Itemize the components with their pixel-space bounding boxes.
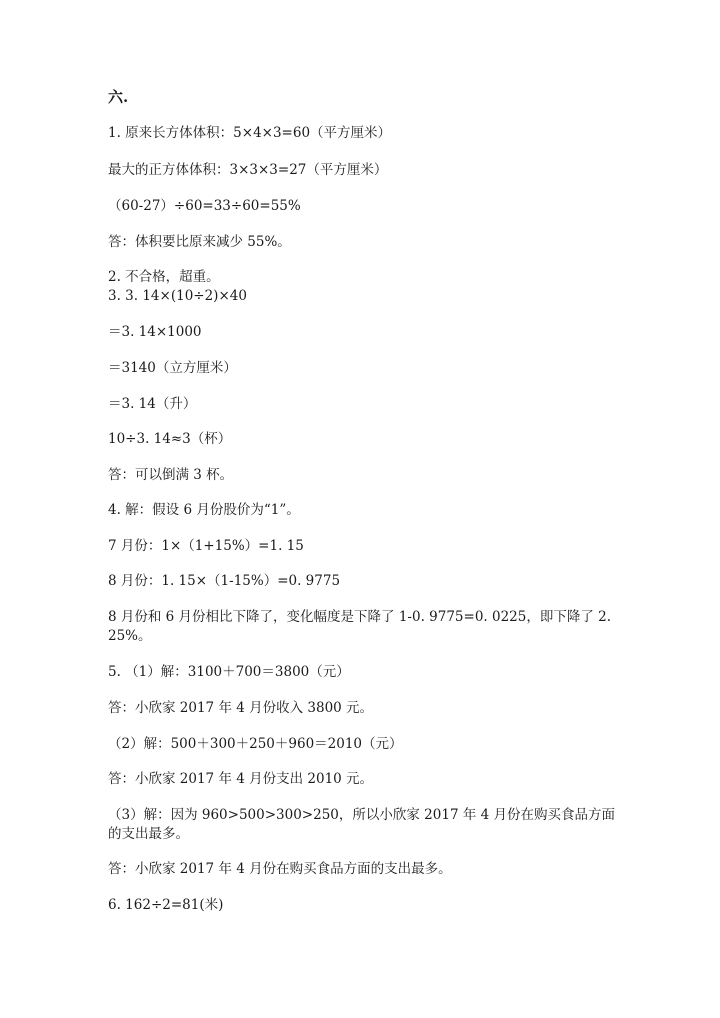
answer-line: 1. 原来长方体体积：5×4×3=60（平方厘米） — [108, 125, 392, 141]
answer-line: 10÷3. 14≈3（杯） — [108, 431, 232, 447]
answer-line: ＝3140（立方厘米） — [108, 360, 237, 376]
answer-line: （60-27）÷60=33÷60=55% — [108, 198, 301, 214]
answer-line: 8 月份：1. 15×（1-15%）=0. 9775 — [108, 573, 341, 589]
answer-line: 答：小欣家 2017 年 4 月份支出 2010 元。 — [108, 771, 374, 787]
answer-line: （2）解：500＋300＋250＋960＝2010（元） — [108, 736, 403, 752]
answer-line: 4. 解：假设 6 月份股价为“1”。 — [108, 502, 300, 518]
answer-line: 答：小欣家 2017 年 4 月份在购买食品方面的支出最多。 — [108, 861, 452, 877]
answer-line: 7 月份：1×（1+15%）=1. 15 — [108, 538, 304, 554]
answer-line: 8 月份和 6 月份相比下降了，变化幅度是下降了 1-0. 9775=0. 0225，即下降了 2. 25%。 — [108, 609, 612, 644]
answer-line: ＝3. 14×1000 — [108, 324, 202, 340]
answer-line: 答：小欣家 2017 年 4 月份收入 3800 元。 — [108, 700, 374, 716]
section-heading: 六. — [108, 88, 129, 106]
answer-line: （3）解：因为 960>500>300>250，所以小欣家 2017 年 4 月份在购买食品方面的支出最多。 — [108, 807, 615, 842]
answer-line: 答：可以倒满 3 杯。 — [108, 467, 234, 483]
answer-line: 6. 162÷2=81(米) — [108, 897, 224, 913]
answer-line: 3. 3. 14×(10÷2)×40 — [108, 288, 247, 304]
answer-line: 答：体积要比原来减少 55%。 — [108, 234, 291, 250]
answer-line: 2. 不合格，超重。 — [108, 269, 220, 285]
answer-line: ＝3. 14（升） — [108, 396, 197, 412]
answer-line: 5. （1）解：3100＋700＝3800（元） — [108, 664, 350, 680]
answer-line: 最大的正方体体积：3×3×3=27（平方厘米） — [108, 162, 388, 178]
